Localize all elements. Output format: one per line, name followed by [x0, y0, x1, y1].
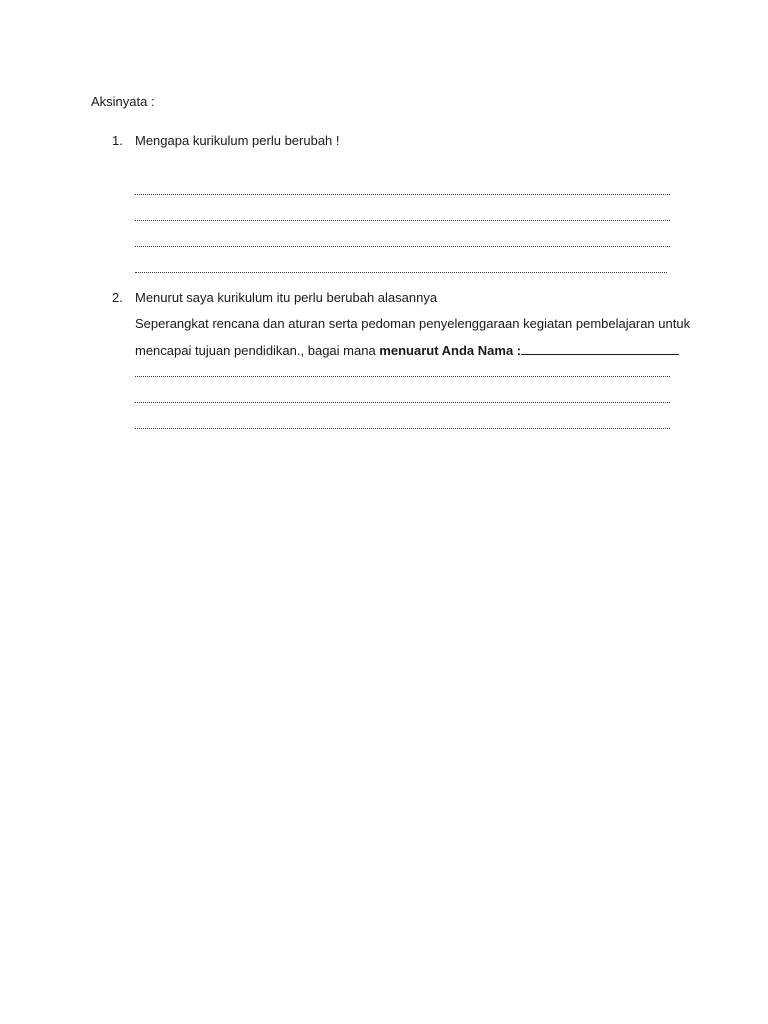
- name-label: menuarut Anda Nama :: [379, 343, 522, 358]
- question-2-body-line-2-text: mencapai tujuan pendidikan., bagai mana: [135, 343, 380, 358]
- answer-line-1-4: [135, 270, 667, 273]
- question-2-body-line-1: Seperangkat rencana dan aturan serta pedoman penyelenggaraan kegiatan pembelajaran untuk: [135, 316, 691, 331]
- question-2-body-line-2: [135, 342, 679, 358]
- question-1-number: 1.: [112, 133, 123, 148]
- answer-line-2-3: [135, 426, 670, 429]
- question-1-text: Mengapa kurikulum perlu berubah !: [135, 133, 340, 148]
- question-2-number: 2.: [112, 290, 123, 305]
- question-2-text: Menurut saya kurikulum itu perlu berubah alasannya: [135, 290, 438, 305]
- section-heading: Aksinyata :: [91, 94, 155, 109]
- answer-line-1-2: [135, 218, 670, 221]
- name-blank-field: [521, 342, 679, 355]
- answer-line-1-1: [135, 192, 670, 195]
- answer-line-1-3: [135, 244, 670, 247]
- answer-line-2-1: [135, 374, 670, 377]
- answer-line-2-2: [135, 400, 670, 403]
